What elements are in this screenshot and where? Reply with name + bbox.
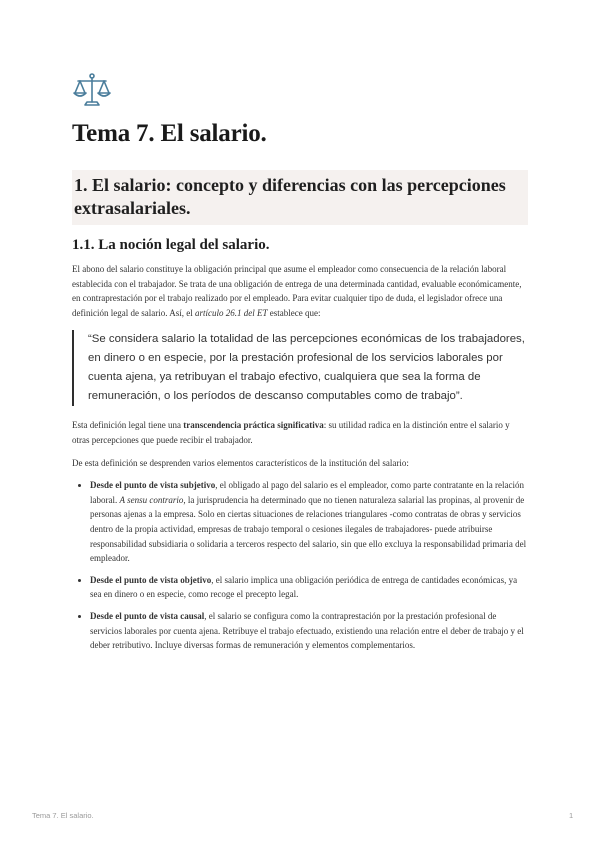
list-item-italic: A sensu contrario — [119, 494, 184, 505]
article-reference: artículo 26.1 del ET — [194, 307, 268, 318]
intro-paragraph — [72, 262, 528, 320]
list-item-objective — [90, 573, 528, 602]
transcendence-bold: transcendencia práctica significativa — [183, 420, 324, 431]
transcendence-before: Esta definición legal tiene una — [72, 420, 184, 431]
transcendence-after: : su utilidad radica en la distinción entre el salario y otras percepciones que puede recibir el trabajador. — [72, 420, 510, 445]
transcendence-paragraph — [72, 418, 528, 447]
intro-text: El abono del salario constituye la obligación principal que asume el empleador como consecuencia de la relación laboral establecida con el trabajador. Se trata de una obligación de entrega de una determinada cantidad, evaluable económicamente, en contraprestación por el trabajo realizado por el empleado. Para evitar cualquier tipo de duda, el legislador ofrece una definición legal de salario. Así, el — [72, 264, 522, 318]
list-item-bold: Desde el punto de vista subjetivo — [90, 480, 216, 491]
document-page — [72, 70, 528, 660]
list-item-text: , el salario implica una obligación periódica de entrega de cantidades económicas, ya sea en dinero o en especie, como recoge el precepto legal. — [90, 574, 518, 600]
list-item-rest: , la jurisprudencia ha determinado que no tienen naturaleza salarial las propinas, al provenir de personas ajenas a la empresa. Solo en ciertas situaciones de relaciones triangulares -como contratas de obras y servicios dentro de la propia actividad, empresas de trabajo temporal o cesiones ilegales de trabajadores- puede atribuirse responsabilidad subsidiaria o solidaria a terceros respecto del salario, sin que ello excluya la responsabilidad primaria del empleador. — [90, 494, 527, 564]
list-item-text: , el salario se configura como la contraprestación por la prestación profesional de servicios laborales por cuenta ajena. Retribuye el trabajo efectuado, existiendo una relación entre el deber de trabajo y el deber retributivo. Incluye diversas formas de remuneración y elementos complementarios. — [90, 610, 524, 651]
characteristics-list — [72, 478, 528, 653]
page-title: Tema 7. El salario. — [72, 120, 267, 147]
list-item-causal — [90, 609, 528, 653]
list-item-subjective — [90, 478, 528, 566]
legal-quote: “Se considera salario la totalidad de las percepciones económicas de los trabajadores, en dinero o en especie, por la prestación profesional de los servicios laborales por cuenta ajena, ya retribuyan el trabajo efectivo, cualquiera que sea la forma de remuneración, o los períodos de descanso computables como de trabajo”. — [72, 330, 528, 406]
list-item-text: , el obligado al pago del salario es el empleador, como parte contratante en la relación laboral. — [90, 480, 525, 505]
section-heading: 1. El salario: concepto y diferencias con las percepciones extrasalariales. — [74, 175, 506, 218]
elements-intro: De esta definición se desprenden varios elementos característicos de la institución del salario: — [72, 457, 409, 468]
page-number: 1 — [569, 811, 574, 820]
section-heading-box — [72, 170, 528, 225]
list-item-bold: Desde el punto de vista objetivo — [90, 574, 212, 585]
intro-after: establece que: — [267, 307, 321, 318]
subsection-heading: 1.1. La noción legal del salario. — [72, 237, 270, 253]
balance-scale-icon — [72, 70, 112, 110]
footer-title: Tema 7. El salario. — [32, 811, 94, 820]
list-item-bold: Desde el punto de vista causal — [90, 610, 205, 621]
